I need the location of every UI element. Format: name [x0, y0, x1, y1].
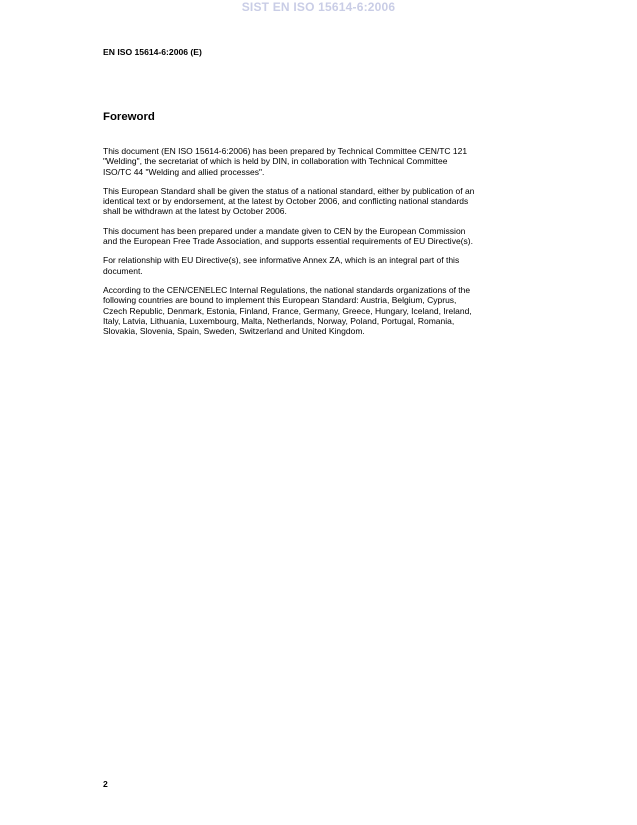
- paragraph: This document (EN ISO 15614-6:2006) has been prepared by Technical Committee CEN/TC 121 "Welding", the secretariat of which is held by DIN, in collaboration with Technical Committee ISO/TC 44 "Welding and allied processes".: [103, 146, 468, 177]
- paragraph: This European Standard shall be given the status of a national standard, either by publication of an identical text or by endorsement, at the latest by October 2006, and conflicting national standards shall be withdrawn at the latest by October 2006.: [103, 185, 475, 217]
- paragraph: This document has been prepared under a mandate given to CEN by the European Commission and the European Free Trade Association, and supports essential requirements of EU Directive(s).: [103, 225, 473, 247]
- section-title: Foreword: [103, 111, 155, 123]
- document-code-header: EN ISO 15614-6:2006 (E): [103, 47, 202, 57]
- watermark: SIST EN ISO 15614-6:2006: [241, 0, 396, 14]
- paragraph: According to the CEN/CENELEC Internal Regulations, the national standards organizations of the following countries are bound to implement this European Standard: Austria, Belgium, Cyprus, Czech Republic, Denmark, Estonia, Finland, France, Germany, Greece, Hungary, Iceland, Ireland, Italy, Latvia, Lithuania, Luxembourg, Malta, Netherlands, Norway, Poland, Portugal, Romania, Slovakia, Slovenia, Spain, Sweden, Switzerland and United Kingdom.: [103, 284, 472, 337]
- foreword-body: [103, 146, 543, 345]
- page-number: 2: [103, 779, 108, 789]
- paragraph: For relationship with EU Directive(s), see informative Annex ZA, which is an integral part of this document.: [103, 255, 460, 276]
